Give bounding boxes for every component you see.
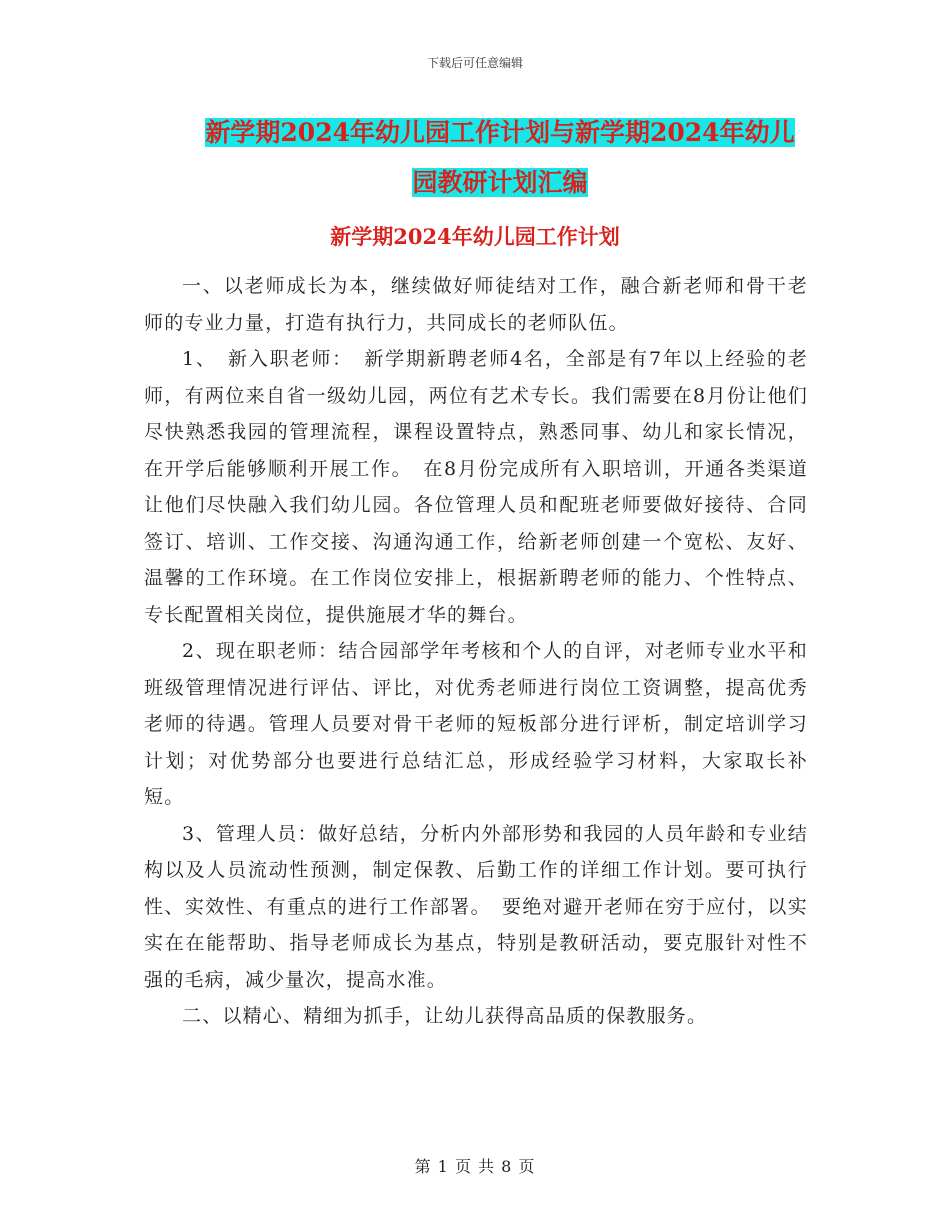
paragraph-5: 二、以精心、精细为抓手，让幼儿获得高品质的保教服务。 xyxy=(182,1005,708,1027)
paragraph-3: 2、现在职老师：结合园部学年考核和个人的自评，对老师专业水平和班级管理情况进行评估、评比，对优秀老师进行岗位工资调整，提高优秀老师的待遇。管理人员要对骨干老师的短板部分进行评析，制定培训学习计划；对优势部分也要进行总结汇总，形成经验学习材料，大家取长补短。 xyxy=(144,640,808,808)
paragraph-4: 3、管理人员：做好总结，分析内外部形势和我园的人员年龄和专业结构以及人员流动性预测，制定保教、后勤工作的详细工作计划。要可执行性、实效性、有重点的进行工作部署。 要绝对避开老师在穷于应付，以实实在在能帮助、指导老师成长为基点，特别是教研活动，要克服针对性不强的毛病，减少量次，提高水准。 xyxy=(144,822,808,991)
page-header-note: 下载后可任意编辑 xyxy=(426,56,523,70)
section-title: 新学期2024年幼儿园工作计划 xyxy=(330,224,620,249)
page-number: 第 1 页 共 8 页 xyxy=(414,1157,536,1176)
document-title-line-2: 园教研计划汇编 xyxy=(412,168,588,197)
paragraph-1: 一、以老师成长为本，继续做好师徒结对工作，融合新老师和骨干老师的专业力量，打造有执行力，共同成长的老师队伍。 xyxy=(144,275,808,334)
paragraph-2: 1、 新入职老师： 新学期新聘老师4名，全部是有7年以上经验的老师，有两位来自省一级幼儿园，两位有艺术专长。我们需要在8月份让他们尽快熟悉我园的管理流程，课程设置特点，熟悉同事、幼儿和家长情况，在开学后能够顺利开展工作。 在8月份完成所有入职培训，开通各类渠道让他们尽快融入我们幼儿园。各位管理人员和配班老师要做好接待、合同签订、培训、工作交接、沟通沟通工作，给新老师创建一个宽松、友好、温馨的工作环境。在工作岗位安排上，根据新聘老师的能力、个性特点、专长配置相关岗位，提供施展才华的舞台。 xyxy=(144,348,808,626)
document-title-line-1: 新学期2024年幼儿园工作计划与新学期2024年幼儿 xyxy=(205,118,795,147)
document-body xyxy=(144,268,808,1035)
document-title xyxy=(120,108,880,208)
